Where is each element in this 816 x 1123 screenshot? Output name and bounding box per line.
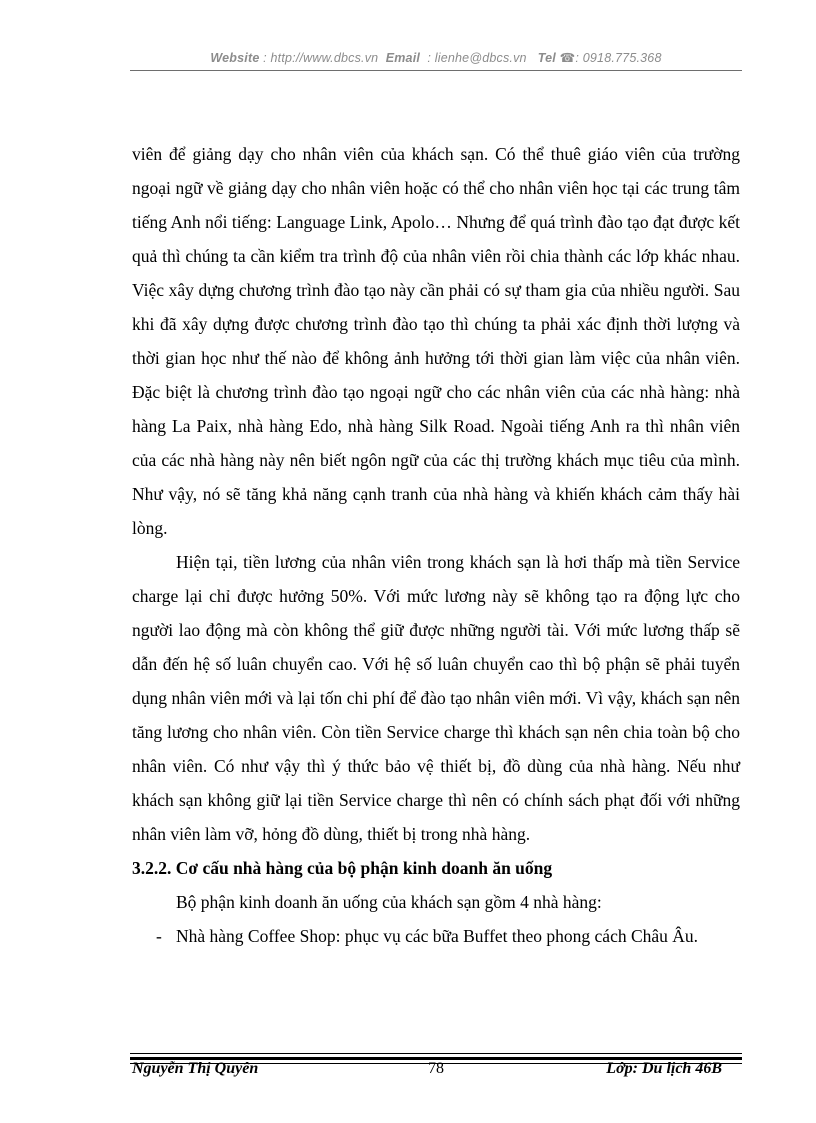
email-link[interactable]: : lienhe@dbcs.vn: [427, 51, 527, 65]
website-label: Website: [210, 51, 260, 65]
paragraph-training: viên để giảng dạy cho nhân viên của khách sạn. Có thể thuê giáo viên của trường ngoại ngữ về giảng dạy cho nhân viên hoặc có thể cho nhân viên học tại các trung tâm tiếng Anh nổi tiếng: Language Link, Apolo… Nhưng để quá trình đào tạo đạt được kết quả thì chúng ta cần kiểm tra trình độ của nhân viên rồi chia thành các lớp khác nhau. Việc xây dựng chương trình đào tạo này cần phải có sự tham gia của nhiều người. Sau khi đã xây dựng được chương trình đào tạo thì chúng ta phải xác định thời lượng và thời gian học như thế nào để không ảnh hưởng tới thời gian làm việc của nhân viên. Đặc biệt là chương trình đào tạo ngoại ngữ cho các nhân viên của các nhà hàng: nhà hàng La Paix, nhà hàng Edo, nhà hàng Silk Road. Ngoài tiếng Anh ra thì nhân viên của các nhà hàng này nên biết ngôn ngữ của các thị trường khách mục tiêu của mình. Như vậy, nó sẽ tăng khả năng cạnh tranh của nhà hàng và khiến khách cảm thấy hài lòng.: [132, 144, 740, 538]
tel-label: Tel: [537, 51, 556, 65]
page-footer: [130, 1060, 742, 1082]
footer-divider-top: [130, 1053, 742, 1054]
class-name: Lớp: Du lịch 46B: [606, 1060, 722, 1077]
header-divider: [130, 70, 742, 71]
paragraph-restaurants-intro: Bộ phận kinh doanh ăn uống của khách sạn gồm 4 nhà hàng:: [176, 892, 602, 912]
section-heading: 3.2.2. Cơ cấu nhà hàng của bộ phận kinh doanh ăn uống: [132, 858, 553, 878]
email-label: Email: [385, 51, 421, 65]
paragraph-salary: Hiện tại, tiền lương của nhân viên trong khách sạn là hơi thấp mà tiền Service charge lại chỉ được hưởng 50%. Với mức lương này sẽ không tạo ra động lực cho người lao động mà còn không thể giữ được những người tài. Với mức lương thấp sẽ dẫn đến hệ số luân chuyển cao. Với hệ số luân chuyển cao thì bộ phận sẽ phải tuyển dụng nhân viên mới và lại tốn chi phí để đào tạo nhân viên mới. Vì vậy, khách sạn nên tăng lương cho nhân viên. Còn tiền Service charge thì khách sạn nên chia toàn bộ cho nhân viên. Có như vậy thì ý thức bảo vệ thiết bị, đồ dùng của nhà hàng. Nếu như khách sạn không giữ lại tiền Service charge thì nên có chính sách phạt đối với những nhân viên làm vỡ, hỏng đồ dùng, thiết bị trong nhà hàng.: [132, 552, 740, 844]
author-name: Nguyễn Thị Quyên: [132, 1060, 259, 1077]
page-number: 78: [428, 1060, 444, 1077]
list-item: [132, 919, 740, 953]
tel-value: ☎: 0918.775.368: [559, 51, 662, 65]
page-body: [132, 137, 740, 953]
page-header: [130, 50, 742, 65]
list-item-text: Nhà hàng Coffee Shop: phục vụ các bữa Buffet theo phong cách Châu Âu.: [176, 926, 699, 946]
website-link[interactable]: : http://www.dbcs.vn: [263, 51, 379, 65]
bullet-dash: -: [156, 926, 162, 946]
